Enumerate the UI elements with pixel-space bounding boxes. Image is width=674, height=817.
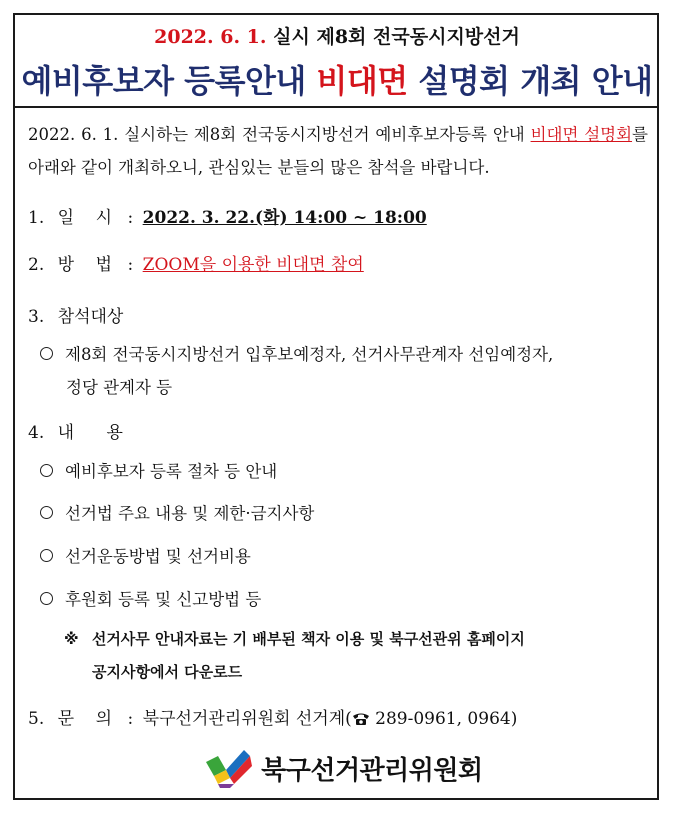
title-part2: 비대면 <box>316 62 408 100</box>
section-3-item <box>40 341 553 365</box>
circle-bullet-icon <box>40 549 53 562</box>
intro-text-red: 비대면 설명회 <box>530 125 633 144</box>
section-3-label: 참석대상 <box>57 307 124 327</box>
section-3-item-line2: 정당 관계자 등 <box>66 378 173 397</box>
subtitle-text: 실시 제8회 전국동시지방선거 <box>273 26 520 48</box>
section-3-item-line1: 제8회 전국동시지방선거 입후보예정자, 선거사무관계자 선임예정자, <box>65 345 554 364</box>
section-4-label: 내 용 <box>57 423 123 443</box>
list-item <box>40 458 277 482</box>
section-4-num: 4. <box>28 423 45 443</box>
list-item-text: 선거운동방법 및 선거비용 <box>65 547 251 566</box>
title-part3: 설명회 개최 안내 <box>418 62 653 100</box>
section-2-value: ZOOM을 이용한 비대면 참여 <box>142 255 364 275</box>
download-note <box>64 628 525 649</box>
section-2 <box>28 250 364 275</box>
list-item <box>40 586 261 610</box>
section-1-value: 2022. 3. 22.(화) 14:00 ~ 18:00 <box>142 208 427 228</box>
list-item-text: 예비후보자 등록 절차 등 안내 <box>65 462 278 481</box>
subtitle-date: 2022. 6. 1. <box>154 26 267 48</box>
list-item <box>40 500 314 524</box>
download-note-cont <box>92 661 242 682</box>
section-5-sep: : <box>127 709 134 729</box>
org-logo-text: 북구선거관리위원회 <box>261 755 483 786</box>
section-5-org: 북구선거관리위원회 선거계( <box>142 709 352 729</box>
section-1-num: 1. <box>28 208 45 228</box>
section-1-label: 일 시 <box>57 208 113 228</box>
title-part1: 예비후보자 등록안내 <box>21 62 306 100</box>
section-4 <box>28 418 123 443</box>
section-5-label: 문 의 <box>57 709 113 729</box>
section-5 <box>28 704 517 731</box>
section-1-sep: : <box>127 208 134 228</box>
section-5-phone: 289-0961, 0964) <box>369 709 518 729</box>
note-line1: 선거사무 안내자료는 기 배부된 책자 이용 및 북구선관위 홈페이지 <box>91 630 525 648</box>
section-2-num: 2. <box>28 255 45 275</box>
section-2-label: 방 법 <box>57 255 113 275</box>
intro-text-b: 를 아래와 같이 개최하오니, 관심있는 분들의 많은 참석을 바랍니다. <box>28 125 648 177</box>
list-item-text: 선거법 주요 내용 및 제한·금지사항 <box>65 504 315 523</box>
section-5-num: 5. <box>28 709 45 729</box>
circle-bullet-icon <box>40 347 53 360</box>
circle-bullet-icon <box>40 464 53 477</box>
list-item-text: 후원회 등록 및 신고방법 등 <box>65 590 262 609</box>
note-mark: ※ <box>64 630 79 648</box>
section-1 <box>28 203 427 228</box>
telephone-icon <box>352 711 370 731</box>
list-item <box>40 543 251 567</box>
title-divider <box>15 106 657 108</box>
circle-bullet-icon <box>40 592 53 605</box>
intro-paragraph <box>28 118 648 184</box>
note-line2: 공지사항에서 다운로드 <box>92 663 243 681</box>
section-3-num: 3. <box>28 307 45 327</box>
org-logo <box>204 744 483 792</box>
section-3 <box>28 302 123 327</box>
subtitle <box>0 22 674 49</box>
intro-text-a: 2022. 6. 1. 실시하는 제8회 전국동시지방선거 예비후보자등록 안내 <box>28 125 531 144</box>
section-3-item-cont <box>66 374 172 398</box>
section-2-sep: : <box>127 255 134 275</box>
election-commission-logo-icon <box>204 744 254 792</box>
page-title <box>0 56 674 102</box>
circle-bullet-icon <box>40 506 53 519</box>
